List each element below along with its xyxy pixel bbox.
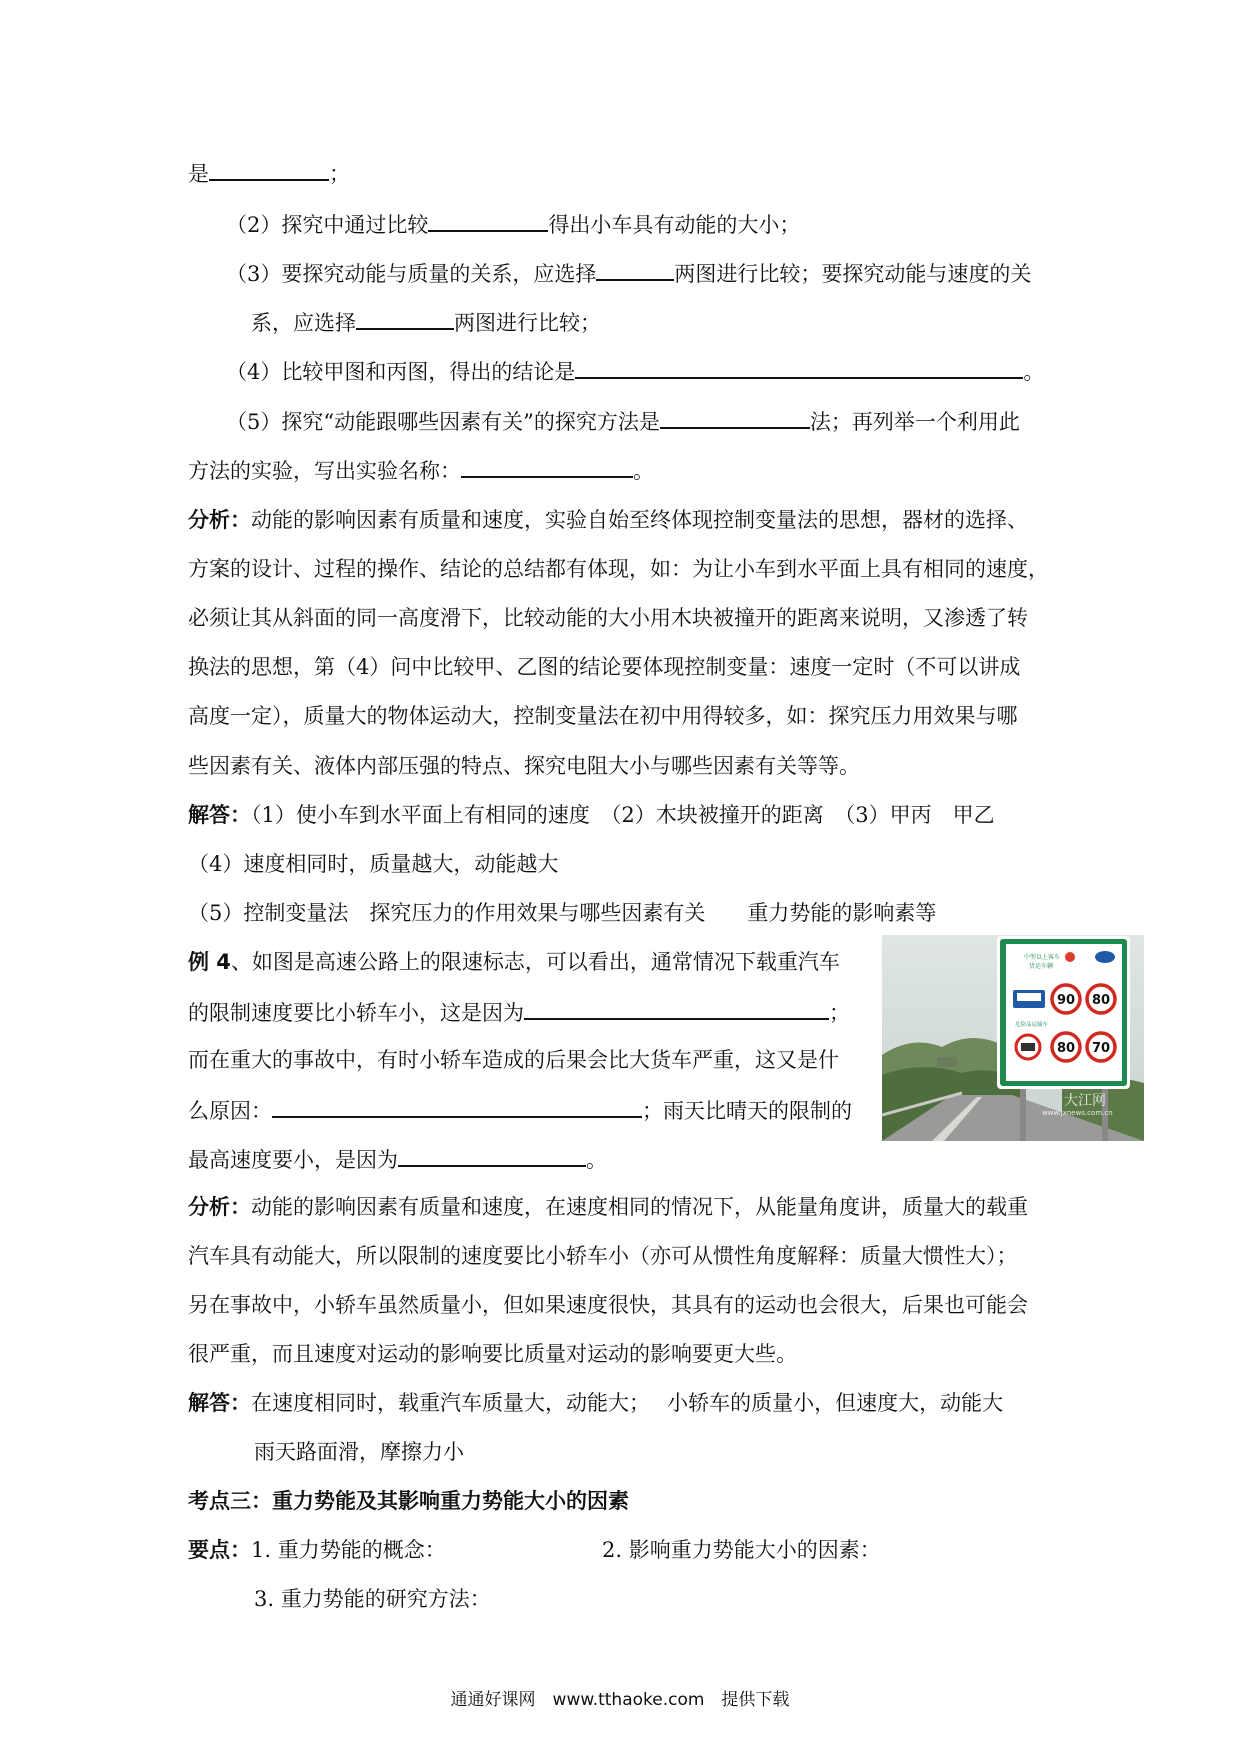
line-2: （2）探究中通过比较 得出小车具有动能的大小； [226, 208, 800, 240]
analysis-2-line-2: 汽车具有动能大，所以限制的速度要比小轿车小（亦可从惯性角度解释：质量大惯性大）； [188, 1244, 1018, 1268]
example-4-line-4: 么原因： ；雨天比晴天的限制的 [188, 1094, 852, 1126]
answer-blank[interactable] [356, 306, 454, 330]
analysis-2-line-4: 很严重，而且速度对运动的影响要比质量对运动的影响要更大些。 [188, 1342, 797, 1366]
analysis-1-line-4: 换法的思想，第（4）问中比较甲、乙图的结论要体现控制变量：速度一定时（不可以讲成 [188, 655, 1021, 679]
page-footer: 通通好课网 www.tthaoke.com 提供下载 [450, 1690, 790, 1710]
line-4: 系，应选择 两图进行比较； [251, 306, 601, 338]
answer-2-line-2: 雨天路面滑，摩擦力小 [254, 1440, 464, 1464]
answer-blank[interactable] [660, 405, 810, 429]
section-title: 考点三：重力势能及其影响重力势能大小的因素 [188, 1489, 629, 1513]
analysis-label: 分析： [188, 1195, 251, 1219]
example-4-line-5: 最高速度要小，是因为 。 [188, 1143, 607, 1175]
analysis-2-line-1: 分析：动能的影响因素有质量和速度，在速度相同的情况下，从能量角度讲，质量大的载重 [188, 1195, 1028, 1219]
cloud-icon [1095, 951, 1115, 963]
analysis-1-line-5: 高度一定），质量大的物体运动大，控制变量法在初中用得较多，如：探究压力用效果与哪 [188, 704, 1018, 728]
answer-blank[interactable] [575, 355, 1023, 379]
speed-limit-3: 80 [1056, 1041, 1076, 1056]
line-3: （3）要探究动能与质量的关系，应选择 两图进行比较；要探究动能与速度的关 [226, 257, 1031, 289]
analysis-label: 分析： [188, 508, 251, 532]
key-point-3: 3. 重力势能的研究方法： [254, 1587, 491, 1611]
analysis-1-line-1: 分析：动能的影响因素有质量和速度，实验自始至终体现控制变量法的思想，器材的选择、 [188, 508, 1028, 532]
answer-1-line-3: （5）控制变量法 探究压力的作用效果与哪些因素有关 重力势能的影响素等 [188, 901, 937, 925]
key-points-line-1: 要点：1. 重力势能的概念： [188, 1538, 446, 1562]
analysis-1-line-3: 必须让其从斜面的同一高度滑下，比较动能的大小用木块被撞开的距离来说明，又渗透了转 [188, 606, 1028, 630]
answer-blank[interactable] [524, 996, 829, 1020]
answer-1-line-2: （4）速度相同时，质量越大，动能越大 [188, 852, 559, 876]
answer-label: 解答： [188, 1391, 251, 1415]
answer-blank[interactable] [461, 454, 633, 478]
speed-limit-4: 70 [1091, 1041, 1111, 1056]
example-4-line-1: 例 4、如图是高速公路上的限速标志，可以看出，通常情况下载重汽车 [188, 950, 840, 974]
answer-blank[interactable] [596, 257, 674, 281]
sign-text-3: 危险品运输车 [1015, 1022, 1049, 1028]
example-4-line-3: 而在重大的事故中，有时小轿车造成的后果会比大货车严重，这又是什 [188, 1048, 839, 1072]
answer-blank[interactable] [428, 208, 548, 232]
analysis-1-line-6: 些因素有关、液体内部压强的特点、探究电阻大小与哪些因素有关等等。 [188, 754, 860, 778]
line-6: （5）探究“动能跟哪些因素有关”的探究方法是 法；再列举一个利用此 [226, 405, 1020, 437]
sign-text-2: 货运车辆 [1029, 963, 1054, 970]
watermark-url: www.jxnews.com.cn [1042, 1109, 1113, 1117]
example-label: 例 4 [188, 950, 231, 974]
analysis-1-line-2: 方案的设计、过程的操作、结论的总结都有体现，如：为让小车到水平面上具有相同的速度， [188, 557, 1049, 581]
example-4-line-2: 的限制速度要比小轿车小，这是因为 ； [188, 996, 850, 1028]
key-point-2: 2. 影响重力势能大小的因素： [602, 1538, 881, 1562]
answer-2-line-1: 解答：在速度相同时，载重汽车质量大，动能大； 小轿车的质量小，但速度大，动能大 [188, 1391, 1004, 1415]
answer-1-line-1: 解答：（1）使小车到水平面上有相同的速度 （2）木块被撞开的距离 （3）甲丙 甲乙 [188, 803, 995, 827]
speed-limit-2: 80 [1091, 993, 1111, 1008]
answer-blank[interactable] [398, 1143, 586, 1167]
line-1: 是 ； [188, 157, 350, 189]
speed-limit-sign-photo [882, 935, 1144, 1141]
key-points-label: 要点： [188, 1538, 251, 1562]
answer-label: 解答： [188, 803, 251, 827]
sun-icon [1065, 952, 1075, 962]
answer-blank[interactable] [209, 157, 329, 181]
watermark-logo: 大江网 [1064, 1093, 1106, 1109]
answer-blank[interactable] [272, 1094, 642, 1118]
line-7: 方法的实验，写出实验名称： 。 [188, 454, 654, 486]
speed-limit-1: 90 [1056, 993, 1076, 1008]
line-5: （4）比较甲图和丙图，得出的结论是 。 [226, 355, 1044, 387]
sign-text-1: 中型以上客车 [1024, 954, 1061, 961]
analysis-2-line-3: 另在事故中，小轿车虽然质量小，但如果速度很快，其具有的运动也会很大，后果也可能会 [188, 1293, 1028, 1317]
